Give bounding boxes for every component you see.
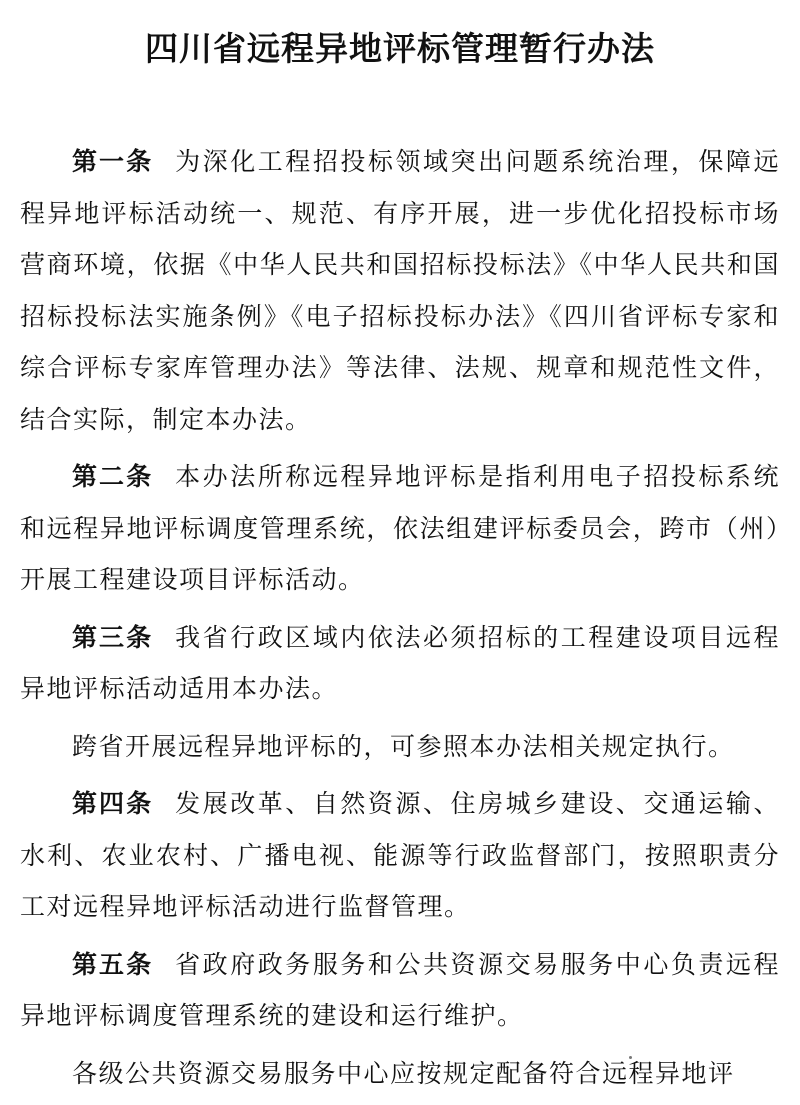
- paragraph-text: 各级公共资源交易服务中心应按规定配备符合远程异地评: [72, 1058, 735, 1088]
- scan-speck: [629, 1056, 632, 1059]
- article-number: 第一条: [72, 147, 154, 176]
- document-title: 四川省远程异地评标管理暂行办法: [145, 29, 655, 68]
- paragraph-text: 跨省开展远程异地评标的，可参照本办法相关规定执行。: [72, 731, 735, 761]
- document-body: [20, 136, 780, 1105]
- article-5-paragraph: [20, 939, 780, 1042]
- article-text: 发展改革、自然资源、住房城乡建设、交通运输、水利、农业农村、广播电视、能源等行政监督部门，按照职责分工对远程异地评标活动进行监督管理。: [20, 789, 780, 921]
- article-number: 第二条: [72, 462, 154, 491]
- article-number: 第四条: [72, 789, 154, 818]
- article-3-continuation-paragraph: [20, 721, 780, 773]
- article-3-paragraph: [20, 612, 780, 715]
- article-text: 为深化工程招投标领域突出问题系统治理，保障远程异地评标活动统一、规范、有序开展，进一步优化招投标市场营商环境，依据《中华人民共和国招标投标法》《中华人民共和国招标投标法实施条例》《电子招标投标办法》《四川省评标专家和综合评标专家库管理办法》等法律、法规、规章和规范性文件，结合实际，制定本办法。: [20, 147, 780, 434]
- article-text: 本办法所称远程异地评标是指利用电子招投标系统和远程异地评标调度管理系统，依法组建评标委员会，跨市（州）开展工程建设项目评标活动。: [20, 462, 780, 594]
- article-text: 我省行政区域内依法必须招标的工程建设项目远程异地评标活动适用本办法。: [20, 622, 780, 703]
- article-number: 第五条: [72, 949, 154, 979]
- article-number: 第三条: [72, 622, 154, 652]
- article-5-continuation-paragraph: [20, 1048, 780, 1100]
- article-1-paragraph: [20, 136, 780, 445]
- article-text: 省政府政务服务和公共资源交易服务中心负责远程异地评标调度管理系统的建设和运行维护。: [20, 949, 780, 1030]
- article-4-paragraph: [20, 778, 780, 933]
- article-2-paragraph: [20, 451, 780, 606]
